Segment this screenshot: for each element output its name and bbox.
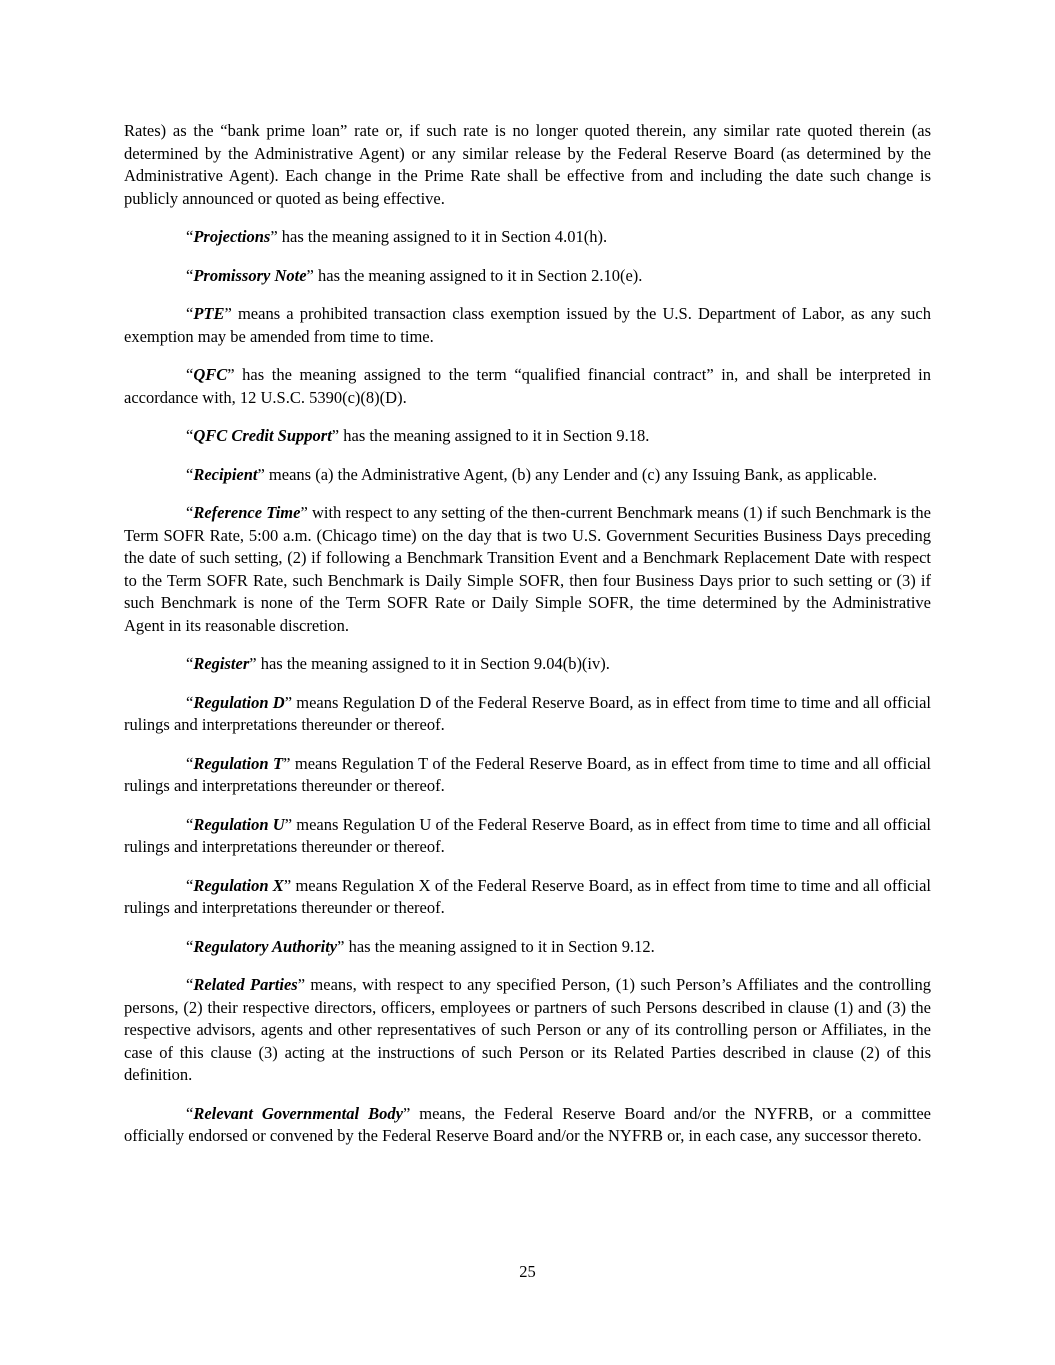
definition-paragraph: “QFC Credit Support” has the meaning assigned to it in Section 9.18.	[186, 426, 650, 445]
definition-paragraph: “Regulatory Authority” has the meaning assigned to it in Section 9.12.	[186, 936, 655, 956]
definition-paragraph: “Regulation T” means Regulation T of the Federal Reserve Board, as in effect from time to time and all official rulings and interpretations thereunder or thereof.	[124, 753, 932, 795]
defined-term: Related Parties	[193, 975, 298, 994]
defined-term: QFC Credit Support	[193, 426, 332, 445]
continuation-paragraph: Rates) as the “bank prime loan” rate or, if such rate is no longer quoted therein, any similar rate quoted therein (as determined by the Administrative Agent) or any similar release by the Federal Reserve Board (as determined by the Administrative Agent). Each change in the Prime Rate shall be effective from and including the date such change is publicly announced or quoted as being effective.	[124, 121, 931, 208]
definition-paragraph: “Regulation X” means Regulation X of the Federal Reserve Board, as in effect from time to time and all official rulings and interpretations thereunder or thereof.	[124, 875, 931, 917]
definition-paragraph: “PTE” means a prohibited transaction class exemption issued by the U.S. Department of Labor, as any such exemption may be amended from time to time.	[124, 304, 931, 346]
defined-term: Regulation D	[193, 692, 285, 712]
defined-term: Regulation X	[193, 875, 284, 895]
defined-term: Regulation T	[193, 753, 284, 773]
definition-paragraph: “Register” has the meaning assigned to it in Section 9.04(b)(iv).	[186, 654, 610, 673]
definition-paragraph: “Related Parties” means, with respect to any specified Person, (1) such Person’s Affiliates and the controlling persons, (2) their respective directors, officers, employees or partners of such Persons described in clause (1) and (3) the respective advisors, agents and other representatives of such Person or any of its controlling person or Affiliates, in the case of this clause (3) acting at the instructions of such Person or its Related Parties described in clause (2) of this definition.	[124, 975, 932, 1084]
definitions-list	[124, 226, 931, 1148]
page-number: 25	[519, 1261, 536, 1281]
defined-term: Promissory Note	[193, 265, 307, 285]
defined-term: Reference Time	[193, 503, 301, 522]
defined-term: Recipient	[193, 464, 258, 484]
defined-term: Regulatory Authority	[193, 936, 338, 956]
defined-term: Regulation U	[193, 814, 285, 834]
defined-term: QFC	[193, 365, 228, 384]
definition-paragraph: “Relevant Governmental Body” means, the Federal Reserve Board and/or the NYFRB, or a committee officially endorsed or convened by the Federal Reserve Board and/or the NYFRB or, in each case, any successor thereto.	[124, 1103, 931, 1145]
defined-term: PTE	[193, 304, 225, 323]
defined-term: Register	[193, 654, 250, 673]
definition-paragraph: “Reference Time” with respect to any setting of the then-current Benchmark means (1) if such Benchmark is the Term SOFR Rate, 5:00 a.m. (Chicago time) on the day that is two U.S. Government Securities Business Days preceding the date of such setting, (2) if following a Benchmark Transition Event and a Benchmark Replacement Date with respect to the Term SOFR Rate, such Benchmark is Daily Simple SOFR, then four Business Days prior to such setting or (3) if such Benchmark is none of the Term SOFR Rate or Daily Simple SOFR, the time determined by the Administrative Agent in its reasonable discretion.	[124, 503, 931, 635]
definition-paragraph: “Regulation U” means Regulation U of the Federal Reserve Board, as in effect from time to time and all official rulings and interpretations thereunder or thereof.	[124, 814, 931, 856]
definition-paragraph: “Regulation D” means Regulation D of the Federal Reserve Board, as in effect from time to time and all official rulings and interpretations thereunder or thereof.	[124, 692, 931, 734]
defined-term: Relevant Governmental Body	[193, 1103, 403, 1123]
defined-term: Projections	[193, 227, 271, 246]
definition-paragraph: “Recipient” means (a) the Administrative Agent, (b) any Lender and (c) any Issuing Bank, as applicable.	[186, 464, 877, 484]
definition-paragraph: “Projections” has the meaning assigned to it in Section 4.01(h).	[186, 227, 608, 246]
definition-paragraph: “Promissory Note” has the meaning assigned to it in Section 2.10(e).	[186, 265, 643, 285]
definition-paragraph: “QFC” has the meaning assigned to the term “qualified financial contract” in, and shall be interpreted in accordance with, 12 U.S.C. 5390(c)(8)(D).	[124, 365, 931, 407]
